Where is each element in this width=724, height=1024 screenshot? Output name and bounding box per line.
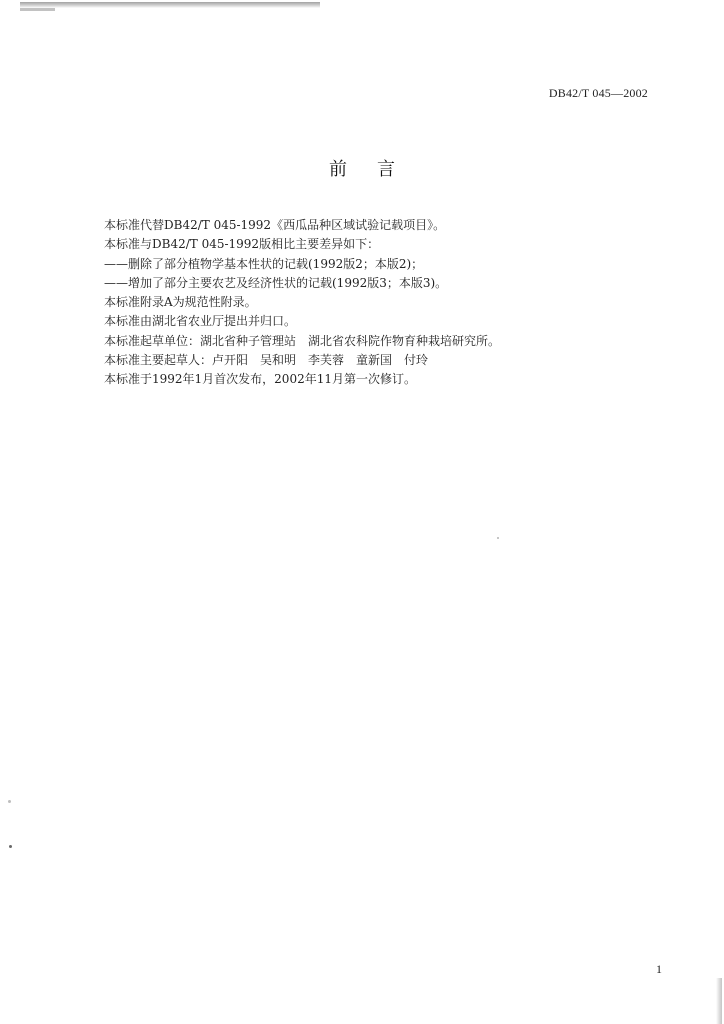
foreword-line-replaces: 本标准代替DB42/T 045-1992《西瓜品种区域试验记载项目》。 — [104, 218, 446, 232]
foreword-line-proposer: 本标准由湖北省农业厅提出并归口。 — [104, 314, 297, 329]
standard-code: DB42/T 045—2002 — [548, 86, 648, 100]
foreword-line-drafters: 本标准主要起草人：卢开阳 吴和明 李芙蓉 童新国 付玲 — [104, 353, 429, 368]
scan-shadow-right — [716, 978, 722, 1024]
scan-speck — [9, 845, 12, 848]
section-title: 前言 — [329, 159, 425, 180]
foreword-line-appendix: 本标准附录A为规范性附录。 — [104, 295, 257, 310]
foreword-line-differences: 本标准与DB42/T 045-1992版相比主要差异如下： — [104, 237, 380, 252]
scan-shadow-top — [20, 2, 320, 8]
foreword-line-history: 本标准于1992年1月首次发布，2002年11月第一次修订。 — [104, 372, 416, 387]
foreword-line-added: ——增加了部分主要农艺及经济性状的记载(1992版3；本版3)。 — [104, 275, 448, 290]
scan-speck — [497, 537, 499, 539]
foreword-line-deleted: ——删除了部分植物学基本性状的记载(1992版2；本版2)； — [104, 256, 424, 271]
scan-shadow-top-mark — [20, 8, 55, 11]
page-number: 1 — [656, 962, 662, 976]
scan-speck — [8, 800, 11, 803]
foreword-line-drafting-units: 本标准起草单位：湖北省种子管理站 湖北省农科院作物育种栽培研究所。 — [104, 333, 501, 348]
foreword-body — [104, 216, 664, 390]
